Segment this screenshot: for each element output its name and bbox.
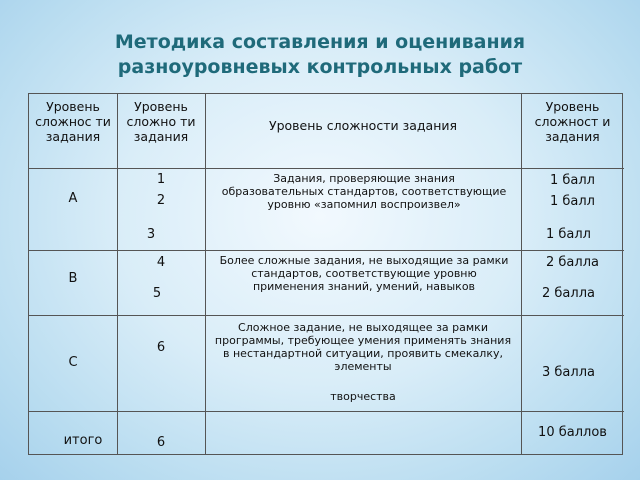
total-number: 6: [156, 435, 166, 450]
row-divider: [29, 315, 624, 316]
task-points: 2 балла: [542, 286, 595, 301]
header-cell-3: Уровень сложности задания: [268, 118, 458, 133]
task-points: 1 балл: [549, 194, 595, 209]
task-description: Сложное задание, не выходящее за рамки программы, требующее умения применять знания в нестандартной ситуации, проявить смекалку, элементы: [214, 321, 512, 373]
assessment-table: [28, 93, 623, 455]
task-points: 1 балл: [545, 227, 591, 242]
page-title-line1: Методика составления и оценивания: [114, 31, 526, 53]
task-points: 1 балл: [549, 173, 595, 188]
task-number: 6: [156, 340, 166, 355]
task-number: 5: [152, 286, 162, 301]
total-points: 10 баллов: [538, 425, 607, 440]
task-number: 4: [156, 255, 166, 270]
row-divider: [29, 411, 624, 412]
task-points: 3 балла: [542, 365, 595, 380]
table-row-level: B: [68, 271, 78, 286]
table-row-level: C: [68, 355, 78, 370]
task-number: 2: [156, 193, 166, 208]
task-description: Задания, проверяющие знания образовательных стандартов, соответствующие уровню «запомнил воспроизвел»: [221, 172, 507, 211]
row-divider: [29, 250, 624, 251]
task-number: 3: [146, 227, 156, 242]
task-points: 2 балла: [546, 255, 599, 270]
header-cell-1: Уровень сложнос ти задания: [35, 99, 111, 144]
row-divider: [29, 168, 624, 169]
task-description-extra: творчества: [330, 390, 396, 403]
header-cell-2: Уровень сложно ти задания: [126, 99, 196, 144]
column-divider: [521, 94, 522, 454]
column-divider: [117, 94, 118, 454]
task-number: 1: [156, 172, 166, 187]
page-title-line2: разноуровневых контрольных работ: [117, 56, 523, 78]
table-row-level: A: [68, 191, 78, 206]
header-cell-4: Уровень сложност и задания: [534, 99, 611, 144]
total-label: итого: [63, 433, 103, 448]
column-divider: [205, 94, 206, 454]
task-description: Более сложные задания, не выходящие за рамки стандартов, соответствующие уровню применения знаний, умений, навыков: [219, 254, 509, 293]
